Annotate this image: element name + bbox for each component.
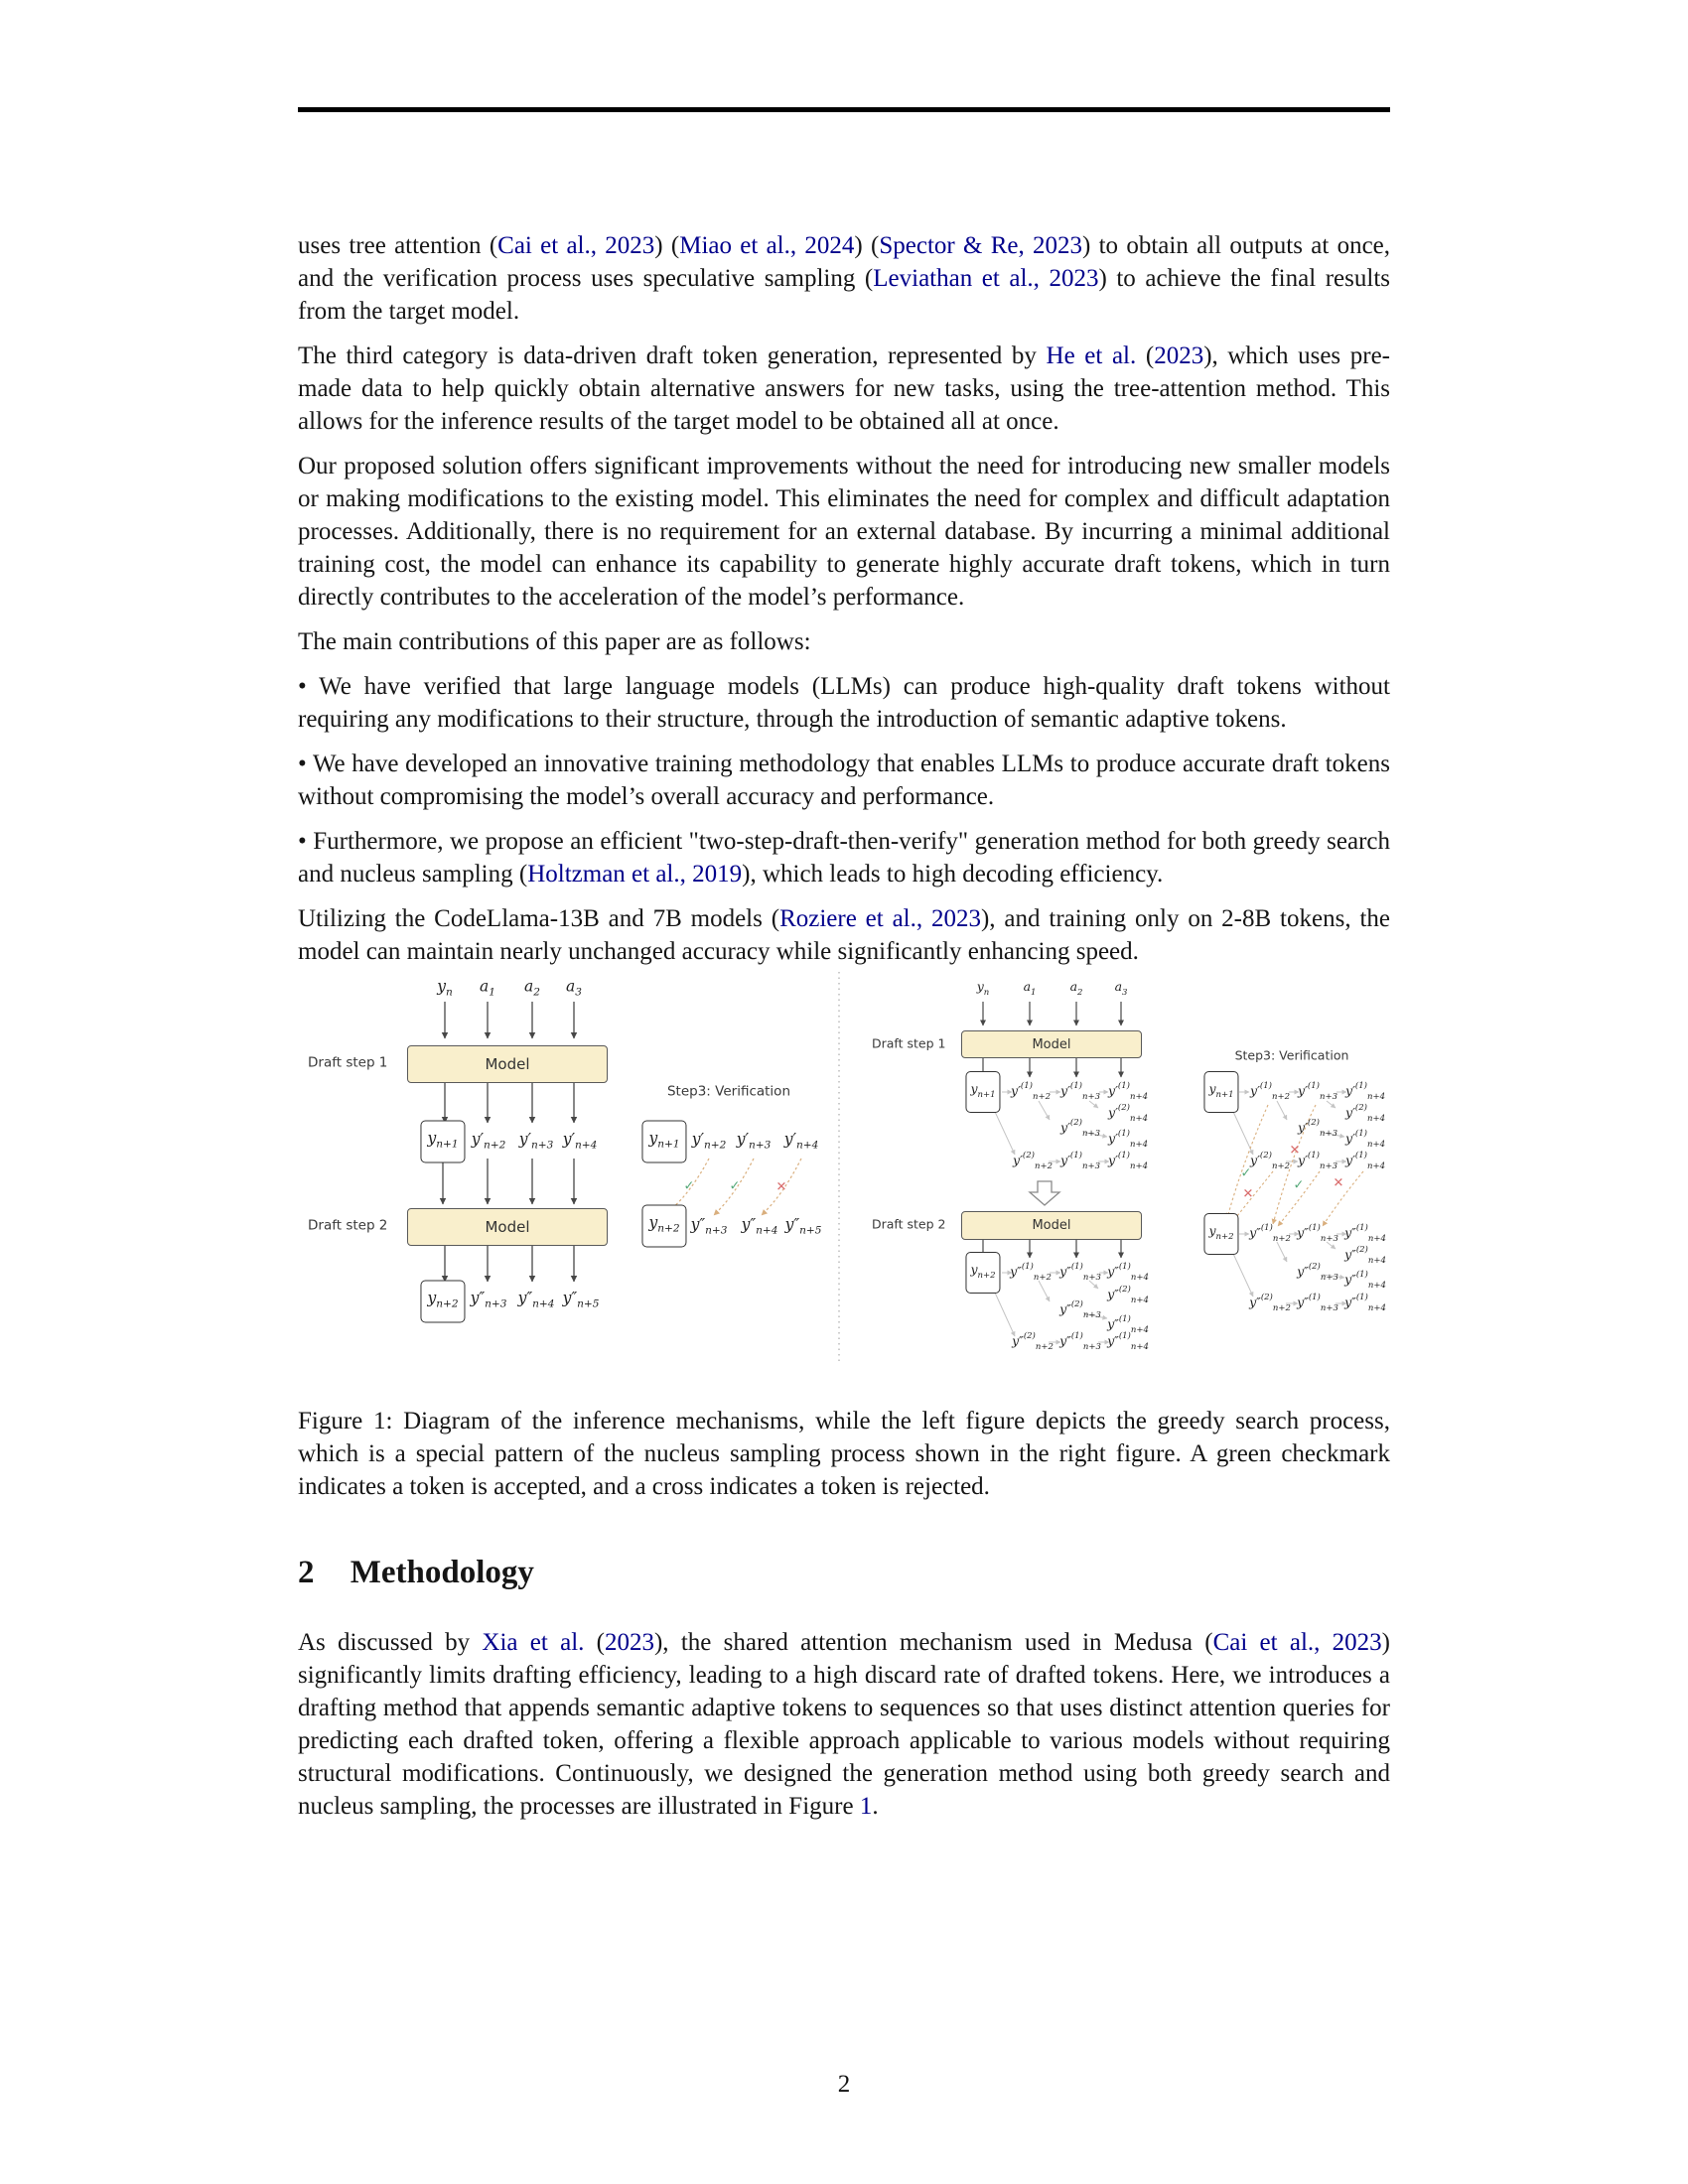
- token: $y'^{(1)}_{n+2}$: [1250, 1081, 1290, 1102]
- token: $y'^{(1)}_{n+4}$: [1345, 1129, 1385, 1150]
- section-heading: [298, 1553, 1390, 1592]
- token: $a_3$: [1114, 979, 1128, 998]
- cross-icon: ✕: [1289, 1143, 1301, 1159]
- token: y″$^{(2)}_{n+3}$: [1297, 1262, 1338, 1283]
- section-number: 2: [298, 1555, 315, 1590]
- token: y″$^{(2)}_{n+4}$: [1344, 1245, 1386, 1266]
- big-down-arrow-icon: [1030, 1181, 1059, 1205]
- token-accepted: $y_{n+1}$: [420, 1121, 465, 1163]
- token: $y_n$: [437, 977, 453, 999]
- citation-link[interactable]: Xia et al.: [482, 1629, 585, 1656]
- citation-link[interactable]: 2023: [604, 1629, 654, 1656]
- token: y″$^{(2)}_{n+3}$: [1059, 1299, 1101, 1320]
- token: y″$^{(1)}_{n+4}$: [1344, 1223, 1386, 1244]
- draft-step-2-label: Draft step 2: [308, 1217, 388, 1234]
- paragraph-3: Our proposed solution offers significant improvements without the need for introducing new smaller models or making modifications to the existing model. This eliminates the need for complex and difficult adaptation processes. Additionally, there is no requirement for an external database. By incurring a minimal additional training cost, the model can enhance its capability to generate highly accurate draft tokens, which in turn directly contributes to the acceleration of the model’s performance.: [298, 453, 1390, 611]
- token: $y''_{n+3}$: [470, 1289, 507, 1310]
- token: $y'^{(1)}_{n+3}$: [1298, 1151, 1337, 1171]
- token: $y''_{n+5}$: [784, 1215, 822, 1237]
- bullet-2: • We have developed an innovative training methodology that enables LLMs to produce accurate draft tokens without compromising the model’s overall accuracy and performance.: [298, 751, 1390, 810]
- cross-icon: ✕: [775, 1179, 787, 1195]
- token: y″$^{(1)}_{n+3}$: [1297, 1293, 1338, 1313]
- citation-link[interactable]: Cai et al., 2023: [1212, 1629, 1382, 1656]
- token: y″$^{(1)}_{n+2}$: [1010, 1262, 1052, 1283]
- token: $y'^{(2)}_{n+4}$: [1345, 1103, 1385, 1124]
- citation-link[interactable]: Holtzman et al., 2019: [527, 861, 743, 887]
- header-rule: [298, 107, 1390, 112]
- token: y″$^{(1)}_{n+3}$: [1297, 1223, 1338, 1244]
- bullet-1: • We have verified that large language models (LLMs) can produce high-quality draft tokens without requiring any modifications to their structure, through the introduction of semantic adaptive tokens.: [298, 673, 1390, 733]
- paragraph-2: The third category is data-driven draft token generation, represented by He et al. (2023), which uses pre-made data to help quickly obtain alternative answers for new tasks, using the tree-attention method. This allows for the inference results of the target model to be obtained all at once.: [298, 342, 1391, 435]
- token: $y'_{n+2}$: [471, 1130, 506, 1152]
- token-accepted: $y_{n+2}$: [420, 1281, 465, 1323]
- citation-link[interactable]: 1: [859, 1793, 873, 1820]
- token-accepted: $y_{n+2}$: [641, 1205, 686, 1248]
- token: y″$^{(1)}_{n+2}$: [1249, 1223, 1291, 1244]
- token: $y'^{(1)}_{n+4}$: [1345, 1151, 1385, 1171]
- token: $a_3$: [566, 977, 582, 999]
- token: $y'_{n+2}$: [691, 1130, 727, 1152]
- figure-caption: Figure 1: Diagram of the inference mechanisms, while the left figure depicts the greedy search process, which is a special pattern of the nucleus sampling process shown in the right figure. A green checkmark indicates a token is accepted, and a cross indicates a token is rejected.: [298, 1408, 1390, 1500]
- section-title: Methodology: [350, 1555, 534, 1590]
- token: y″$^{(1)}_{n+3}$: [1059, 1331, 1101, 1352]
- token: y″$^{(1)}_{n+4}$: [1107, 1314, 1149, 1335]
- token-accepted: $y_{n+1}$: [1203, 1071, 1238, 1113]
- page-number: 2: [837, 2071, 851, 2098]
- token-accepted: $y_{n+2}$: [1203, 1213, 1238, 1255]
- cross-icon: ✕: [1333, 1175, 1344, 1191]
- token: $y'^{(1)}_{n+4}$: [1108, 1129, 1148, 1150]
- token: $y'^{(1)}_{n+3}$: [1060, 1081, 1100, 1102]
- token: $y'^{(1)}_{n+3}$: [1060, 1151, 1100, 1171]
- model-box: Model: [961, 1211, 1142, 1240]
- token: y″$^{(1)}_{n+4}$: [1107, 1331, 1149, 1352]
- token: $y'^{(2)}_{n+4}$: [1108, 1103, 1148, 1124]
- token: y″$^{(1)}_{n+4}$: [1107, 1262, 1149, 1283]
- token: $y'^{(2)}_{n+3}$: [1060, 1118, 1100, 1139]
- figure-1: [298, 968, 1390, 1367]
- verification-title: Step3: Verification: [1234, 1047, 1349, 1063]
- token: $y''_{n+5}$: [562, 1289, 600, 1310]
- model-box: Model: [961, 1030, 1142, 1058]
- token: $y_n$: [976, 979, 990, 998]
- token: $a_1$: [480, 977, 495, 999]
- token: y″$^{(2)}_{n+4}$: [1107, 1285, 1149, 1305]
- token: $y'^{(1)}_{n+3}$: [1298, 1081, 1337, 1102]
- token: $y'^{(2)}_{n+2}$: [1013, 1151, 1053, 1171]
- model-box: Model: [407, 1045, 608, 1083]
- token-accepted: $y_{n+1}$: [641, 1121, 686, 1163]
- draft-step-1-label: Draft step 1: [308, 1054, 388, 1071]
- token: $y'_{n+4}$: [562, 1130, 598, 1152]
- token: $y'_{n+3}$: [736, 1130, 772, 1152]
- text-column: [298, 229, 1390, 1823]
- token: $y''_{n+4}$: [517, 1289, 555, 1310]
- checkmark-icon: ✓: [729, 1178, 741, 1194]
- token: $a_2$: [524, 977, 540, 999]
- token-accepted: $y_{n+2}$: [965, 1252, 1000, 1294]
- draft-step-2-label: Draft step 2: [872, 1216, 946, 1232]
- paragraph-5: Utilizing the CodeLlama-13B and 7B models (Roziere et al., 2023), and training only on 2-8B tokens, the model can maintain nearly unchanged accuracy while significantly enhancing speed.: [298, 905, 1390, 965]
- citation-link[interactable]: 2023: [1154, 342, 1204, 369]
- token-accepted: $y_{n+1}$: [965, 1071, 1000, 1113]
- token: $y'^{(1)}_{n+4}$: [1345, 1081, 1385, 1102]
- citation-link[interactable]: Roziere et al., 2023: [779, 905, 981, 932]
- token: $y'^{(1)}_{n+2}$: [1011, 1081, 1051, 1102]
- token: $y'^{(2)}_{n+2}$: [1250, 1151, 1290, 1171]
- citation-link[interactable]: Miao et al., 2024: [679, 232, 855, 259]
- model-box: Model: [407, 1208, 608, 1246]
- paragraph-4: The main contributions of this paper are as follows:: [298, 628, 811, 655]
- token: $y''_{n+3}$: [690, 1215, 728, 1237]
- checkmark-icon: ✓: [1240, 1165, 1252, 1181]
- token: y″$^{(1)}_{n+3}$: [1059, 1262, 1101, 1283]
- paragraph-6: As discussed by Xia et al. (2023), the shared attention mechanism used in Medusa (Cai et al., 2023) significantly limits drafting efficiency, leading to a high discard rate of drafted tokens. Here, we introduces a drafting method that appends semantic adaptive tokens to sequences so that uses distinct attention queries for predicting each drafted token, offering a flexible approach applicable to various models without requiring structural modifications. Continuously, we designed the generation method using both greedy search and nucleus sampling, the processes are illustrated in Figure 1.: [298, 1629, 1390, 1820]
- citation-link[interactable]: Spector & Re, 2023: [879, 232, 1083, 259]
- token: $y'_{n+4}$: [783, 1130, 819, 1152]
- checkmark-icon: ✓: [683, 1178, 695, 1194]
- token: y″$^{(2)}_{n+2}$: [1249, 1293, 1291, 1313]
- token: y″$^{(1)}_{n+4}$: [1344, 1293, 1386, 1313]
- token: $y'_{n+3}$: [518, 1130, 554, 1152]
- draft-step-1-label: Draft step 1: [872, 1035, 946, 1051]
- token: y″$^{(1)}_{n+4}$: [1344, 1270, 1386, 1291]
- token: $y''_{n+4}$: [741, 1215, 778, 1237]
- token: $y'^{(1)}_{n+4}$: [1108, 1151, 1148, 1171]
- cross-icon: ✕: [1242, 1186, 1254, 1202]
- citation-link[interactable]: Leviathan et al., 2023: [873, 265, 1099, 292]
- paragraph-1: uses tree attention (Cai et al., 2023) (Miao et al., 2024) (Spector & Re, 2023) to obtain all outputs at once, and the verification process uses speculative sampling (Leviathan et al., 2023) to achieve the final results from the target model.: [298, 232, 1391, 325]
- token: $a_2$: [1069, 979, 1083, 998]
- citation-link[interactable]: He et al.: [1046, 342, 1137, 369]
- token: $y'^{(1)}_{n+4}$: [1108, 1081, 1148, 1102]
- token: y″$^{(2)}_{n+2}$: [1012, 1331, 1054, 1352]
- citation-link[interactable]: Cai et al., 2023: [497, 232, 655, 259]
- bullet-3: • Furthermore, we propose an efficient "two-step-draft-then-verify" generation method for both greedy search and nucleus sampling (Holtzman et al., 2019), which leads to high decoding efficiency.: [298, 828, 1390, 887]
- checkmark-icon: ✓: [1293, 1177, 1305, 1193]
- verification-title: Step3: Verification: [666, 1083, 791, 1100]
- token: $y'^{(2)}_{n+3}$: [1298, 1118, 1337, 1139]
- token: $a_1$: [1023, 979, 1037, 998]
